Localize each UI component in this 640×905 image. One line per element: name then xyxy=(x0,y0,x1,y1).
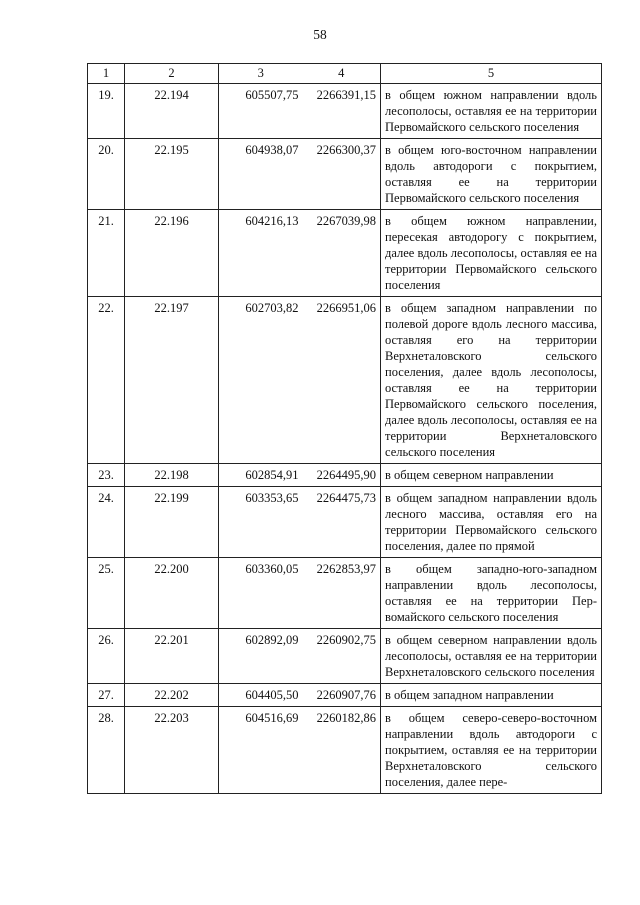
row-number: 21. xyxy=(88,210,125,297)
table-row xyxy=(88,707,602,794)
table-row xyxy=(88,464,602,487)
boundary-description: в общем северном направлении вдоль лесополосы, оставляя ее на территории Верхнеталовского сельского поселения xyxy=(381,629,602,684)
header-col-3: 3 xyxy=(219,64,303,84)
boundary-description: в общем южном направлении вдоль лесополосы, оставляя ее на территории Первомайского сельского поселения xyxy=(381,84,602,139)
page-number: 58 xyxy=(313,27,327,42)
coordinate-x: 604938,07 xyxy=(219,139,303,210)
boundary-coordinates-table xyxy=(87,63,602,794)
point-id: 22.203 xyxy=(125,707,219,794)
coordinate-x: 603360,05 xyxy=(219,558,303,629)
header-col-1: 1 xyxy=(88,64,125,84)
table-row xyxy=(88,84,602,139)
coordinate-x: 604216,13 xyxy=(219,210,303,297)
row-number: 28. xyxy=(88,707,125,794)
header-col-4: 4 xyxy=(303,64,381,84)
row-number: 22. xyxy=(88,297,125,464)
coordinate-x: 602703,82 xyxy=(219,297,303,464)
boundary-description: в общем юго-восточном направлении вдоль автодороги с покрытием, оставляя ее на территории Первомайского сельского поселения xyxy=(381,139,602,210)
coordinate-y: 2267039,98 xyxy=(303,210,381,297)
coordinate-y: 2262853,97 xyxy=(303,558,381,629)
row-number: 20. xyxy=(88,139,125,210)
point-id: 22.198 xyxy=(125,464,219,487)
coordinate-x: 604405,50 xyxy=(219,684,303,707)
table-row xyxy=(88,487,602,558)
boundary-description: в общем южном направлении, пересекая автодорогу с покрытием, далее вдоль лесополосы, оставляя ее на территории Первомайского сельского поселения xyxy=(381,210,602,297)
coordinate-x: 605507,75 xyxy=(219,84,303,139)
coordinate-x: 602854,91 xyxy=(219,464,303,487)
table-header-row xyxy=(88,64,602,84)
coordinate-x: 602892,09 xyxy=(219,629,303,684)
coordinate-y: 2260902,75 xyxy=(303,629,381,684)
table-row xyxy=(88,558,602,629)
boundary-description: в общем западно-юго-западном направлении вдоль лесополосы, оставляя ее на территории Первомайского сельского поселения xyxy=(381,558,602,629)
table-row xyxy=(88,297,602,464)
point-id: 22.199 xyxy=(125,487,219,558)
coordinate-y: 2264475,73 xyxy=(303,487,381,558)
boundary-description: в общем западном направлении вдоль лесного массива, оставляя его на территории Первомайского сельского поселения, далее по прямой xyxy=(381,487,602,558)
row-number: 24. xyxy=(88,487,125,558)
point-id: 22.202 xyxy=(125,684,219,707)
coordinate-y: 2266300,37 xyxy=(303,139,381,210)
point-id: 22.196 xyxy=(125,210,219,297)
point-id: 22.200 xyxy=(125,558,219,629)
coordinate-x: 604516,69 xyxy=(219,707,303,794)
table-row xyxy=(88,629,602,684)
point-id: 22.197 xyxy=(125,297,219,464)
coordinate-y: 2264495,90 xyxy=(303,464,381,487)
row-number: 19. xyxy=(88,84,125,139)
table-body xyxy=(88,84,602,794)
row-number: 25. xyxy=(88,558,125,629)
row-number: 23. xyxy=(88,464,125,487)
coordinate-y: 2260182,86 xyxy=(303,707,381,794)
header-col-2: 2 xyxy=(125,64,219,84)
boundary-description: в общем северо-северо-восточном направлении вдоль автодороги с покрытием, оставляя ее на территории Верхнеталовского сельского поселения, далее пере- xyxy=(381,707,602,794)
coordinate-y: 2260907,76 xyxy=(303,684,381,707)
row-number: 26. xyxy=(88,629,125,684)
boundary-description: в общем западном направлении xyxy=(381,684,602,707)
row-number: 27. xyxy=(88,684,125,707)
table-row xyxy=(88,139,602,210)
table-row xyxy=(88,210,602,297)
point-id: 22.194 xyxy=(125,84,219,139)
coordinate-y: 2266391,15 xyxy=(303,84,381,139)
point-id: 22.201 xyxy=(125,629,219,684)
coordinate-y: 2266951,06 xyxy=(303,297,381,464)
boundary-description: в общем западном направлении по полевой дороге вдоль лесного массива, оставляя его на территории Верхнеталовского сельского поселения, далее вдоль лесополосы, оставляя ее на территории Первомайского сельского поселения, далее вдоль лесополосы, оставляя ее на территории Верхнеталовского сельского поселения xyxy=(381,297,602,464)
header-col-5: 5 xyxy=(381,64,602,84)
coordinate-x: 603353,65 xyxy=(219,487,303,558)
point-id: 22.195 xyxy=(125,139,219,210)
boundary-description: в общем северном направлении xyxy=(381,464,602,487)
table-row xyxy=(88,684,602,707)
